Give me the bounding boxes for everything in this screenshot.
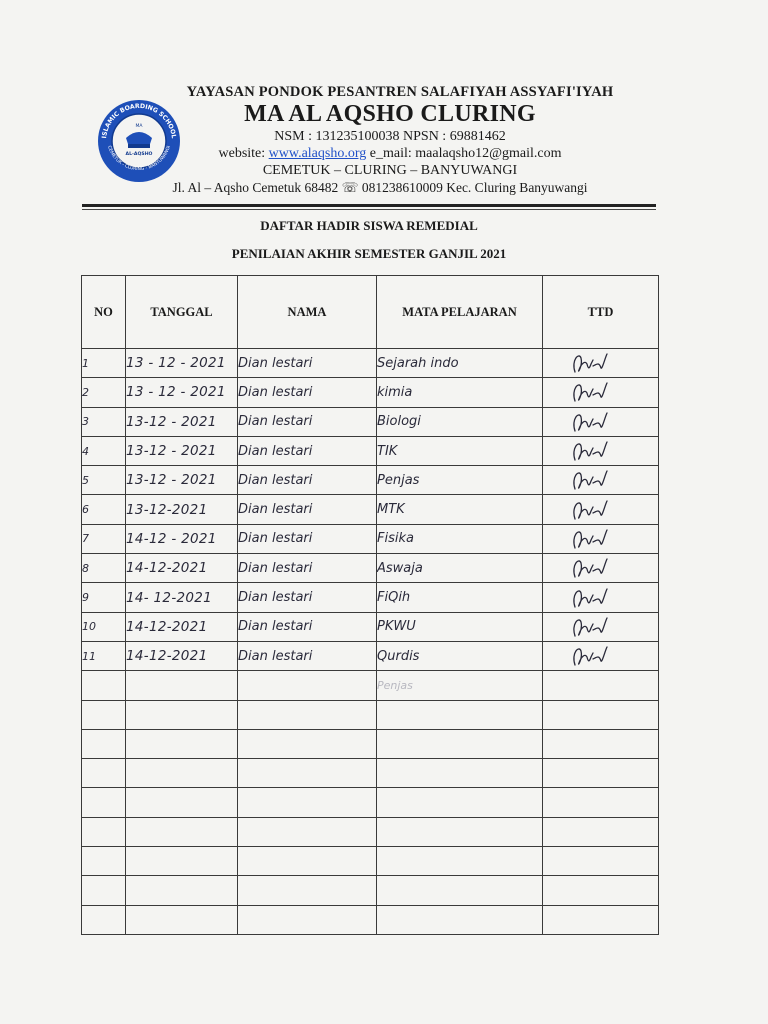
cell-ttd xyxy=(543,554,659,583)
cell-tanggal: 13-12 - 2021 xyxy=(126,436,238,465)
cell-ttd xyxy=(543,466,659,495)
empty-cell xyxy=(543,817,659,846)
signature-scribble-icon xyxy=(569,643,613,669)
cell-nama: Dian lestari xyxy=(238,349,377,378)
cell-mata-pelajaran: Penjas xyxy=(377,466,543,495)
empty-cell xyxy=(82,759,126,788)
empty-cell xyxy=(126,700,238,729)
cell-nama: Dian lestari xyxy=(238,466,377,495)
empty-row xyxy=(82,788,659,817)
cell-tanggal: 14-12-2021 xyxy=(126,641,238,670)
cell-mata-pelajaran: Sejarah indo xyxy=(377,349,543,378)
cell-no: 1 xyxy=(82,349,126,378)
header-nama: NAMA xyxy=(238,276,377,349)
empty-cell xyxy=(377,759,543,788)
empty-cell xyxy=(543,700,659,729)
signature-scribble-icon xyxy=(569,526,613,552)
header-rule xyxy=(82,204,656,207)
table-row xyxy=(82,641,659,670)
cell-mata-pelajaran: Aswaja xyxy=(377,554,543,583)
table-row xyxy=(82,583,659,612)
empty-cell xyxy=(126,729,238,758)
cell-nama: Dian lestari xyxy=(238,641,377,670)
contact-line xyxy=(120,146,660,162)
cell-nama: Dian lestari xyxy=(238,407,377,436)
cell-tanggal: 14-12-2021 xyxy=(126,554,238,583)
cell-ttd xyxy=(543,524,659,553)
table-row xyxy=(82,495,659,524)
empty-cell xyxy=(238,729,377,758)
website-link[interactable]: www.alaqsho.org xyxy=(268,146,367,161)
empty-cell xyxy=(82,905,126,934)
empty-cell xyxy=(82,700,126,729)
header-tanggal: TANGGAL xyxy=(126,276,238,349)
document-subtitle: PENILAIAN AKHIR SEMESTER GANJIL 2021 xyxy=(231,246,507,261)
empty-cell xyxy=(238,788,377,817)
empty-row xyxy=(82,700,659,729)
empty-cell xyxy=(82,817,126,846)
cell-ttd xyxy=(543,495,659,524)
empty-cell xyxy=(377,729,543,758)
empty-cell xyxy=(126,847,238,876)
empty-cell xyxy=(238,876,377,905)
empty-cell xyxy=(543,671,659,700)
empty-cell xyxy=(238,847,377,876)
address-line: Jl. Al – Aqsho Cemetuk 68482 ☏ 081238610009 Kec. Cluring Banyuwangi xyxy=(172,180,588,195)
logo-arc-top: ISLAMIC BOARDING SCHOOL xyxy=(101,102,177,139)
cell-tanggal: 13-12 - 2021 xyxy=(126,466,238,495)
cell-tanggal: 13 - 12 - 2021 xyxy=(126,378,238,407)
empty-cell xyxy=(82,671,126,700)
cell-no: 8 xyxy=(82,554,126,583)
cell-mata-pelajaran: MTK xyxy=(377,495,543,524)
empty-cell xyxy=(543,788,659,817)
signature-scribble-icon xyxy=(569,409,613,435)
cell-mata-pelajaran: FiQih xyxy=(377,583,543,612)
email-text: e_mail: maalaqsho12@gmail.com xyxy=(369,146,562,161)
empty-cell xyxy=(377,905,543,934)
empty-cell xyxy=(238,817,377,846)
empty-cell xyxy=(377,700,543,729)
cell-no: 2 xyxy=(82,378,126,407)
website-label: website: xyxy=(218,146,266,161)
empty-cell xyxy=(377,817,543,846)
header-ttd: TTD xyxy=(543,276,659,349)
empty-cell xyxy=(377,876,543,905)
cell-no: 7 xyxy=(82,524,126,553)
cell-ttd xyxy=(543,349,659,378)
cell-mata-pelajaran: TIK xyxy=(377,436,543,465)
header-rule-thin xyxy=(82,209,656,210)
signature-scribble-icon xyxy=(569,497,613,523)
empty-cell xyxy=(126,759,238,788)
cell-mata-pelajaran: PKWU xyxy=(377,612,543,641)
table-header-row xyxy=(82,276,659,349)
empty-cell xyxy=(377,847,543,876)
table-row xyxy=(82,407,659,436)
logo-center-text: AL-AQSHO xyxy=(125,152,153,157)
empty-cell xyxy=(543,847,659,876)
empty-row xyxy=(82,905,659,934)
empty-cell xyxy=(126,671,238,700)
cell-tanggal: 14- 12-2021 xyxy=(126,583,238,612)
empty-cell xyxy=(126,817,238,846)
signature-scribble-icon xyxy=(569,555,613,581)
table-row xyxy=(82,378,659,407)
cell-mata-pelajaran: kimia xyxy=(377,378,543,407)
empty-cell xyxy=(377,788,543,817)
cell-mata-pelajaran: Biologi xyxy=(377,407,543,436)
cell-ttd xyxy=(543,378,659,407)
logo-ma: MA xyxy=(135,124,143,129)
empty-cell xyxy=(543,876,659,905)
empty-cell xyxy=(82,847,126,876)
empty-row xyxy=(82,671,659,700)
cell-no: 6 xyxy=(82,495,126,524)
empty-cell xyxy=(543,905,659,934)
header-mata-pelajaran: MATA PELAJARAN xyxy=(377,276,543,349)
empty-cell xyxy=(238,700,377,729)
cell-nama: Dian lestari xyxy=(238,495,377,524)
empty-cell xyxy=(82,729,126,758)
cell-nama: Dian lestari xyxy=(238,378,377,407)
cell-tanggal: 13 - 12 - 2021 xyxy=(126,349,238,378)
school-name: MA AL AQSHO CLURING xyxy=(244,101,536,127)
empty-cell xyxy=(82,876,126,905)
attendance-table xyxy=(81,275,659,935)
empty-cell xyxy=(543,759,659,788)
table-row xyxy=(82,466,659,495)
cell-ttd xyxy=(543,583,659,612)
cell-ttd xyxy=(543,641,659,670)
empty-cell xyxy=(126,905,238,934)
cell-ttd xyxy=(543,407,659,436)
cell-nama: Dian lestari xyxy=(238,524,377,553)
signature-scribble-icon xyxy=(569,585,613,611)
empty-cell xyxy=(82,788,126,817)
table-row xyxy=(82,436,659,465)
foundation-name: YAYASAN PONDOK PESANTREN SALAFIYAH ASSYAFI'IYAH xyxy=(186,84,614,100)
empty-row xyxy=(82,759,659,788)
cell-no: 3 xyxy=(82,407,126,436)
empty-cell xyxy=(126,788,238,817)
cell-nama: Dian lestari xyxy=(238,554,377,583)
signature-scribble-icon xyxy=(569,379,613,405)
header-no: NO xyxy=(82,276,126,349)
nsm-npsn: NSM : 131235100038 NPSN : 69881462 xyxy=(274,129,506,144)
empty-cell xyxy=(126,876,238,905)
cell-tanggal: 14-12-2021 xyxy=(126,612,238,641)
empty-cell xyxy=(238,759,377,788)
empty-row xyxy=(82,817,659,846)
cell-tanggal: 13-12-2021 xyxy=(126,495,238,524)
table-row xyxy=(82,554,659,583)
table-row xyxy=(82,349,659,378)
empty-row xyxy=(82,847,659,876)
signature-scribble-icon xyxy=(569,467,613,493)
document-title: DAFTAR HADIR SISWA REMEDIAL xyxy=(260,218,478,233)
cell-no: 4 xyxy=(82,436,126,465)
cell-ttd xyxy=(543,436,659,465)
signature-scribble-icon xyxy=(569,350,613,376)
cell-ttd xyxy=(543,612,659,641)
cell-no: 11 xyxy=(82,641,126,670)
cell-nama: Dian lestari xyxy=(238,583,377,612)
faint-note: Penjas xyxy=(377,671,543,700)
cell-mata-pelajaran: Fisika xyxy=(377,524,543,553)
empty-row xyxy=(82,729,659,758)
cell-no: 9 xyxy=(82,583,126,612)
logo-arc-bottom: CEMETUK - CLURING - BANYUWANGI xyxy=(106,145,172,173)
empty-row xyxy=(82,876,659,905)
signature-scribble-icon xyxy=(569,614,613,640)
signature-scribble-icon xyxy=(569,438,613,464)
empty-cell xyxy=(543,729,659,758)
cell-tanggal: 13-12 - 2021 xyxy=(126,407,238,436)
empty-cell xyxy=(238,671,377,700)
cell-tanggal: 14-12 - 2021 xyxy=(126,524,238,553)
cell-no: 5 xyxy=(82,466,126,495)
location-line: CEMETUK – CLURING – BANYUWANGI xyxy=(262,163,518,178)
cell-nama: Dian lestari xyxy=(238,436,377,465)
cell-nama: Dian lestari xyxy=(238,612,377,641)
empty-cell xyxy=(238,905,377,934)
cell-mata-pelajaran: Qurdis xyxy=(377,641,543,670)
table-row xyxy=(82,612,659,641)
table-row xyxy=(82,524,659,553)
cell-no: 10 xyxy=(82,612,126,641)
